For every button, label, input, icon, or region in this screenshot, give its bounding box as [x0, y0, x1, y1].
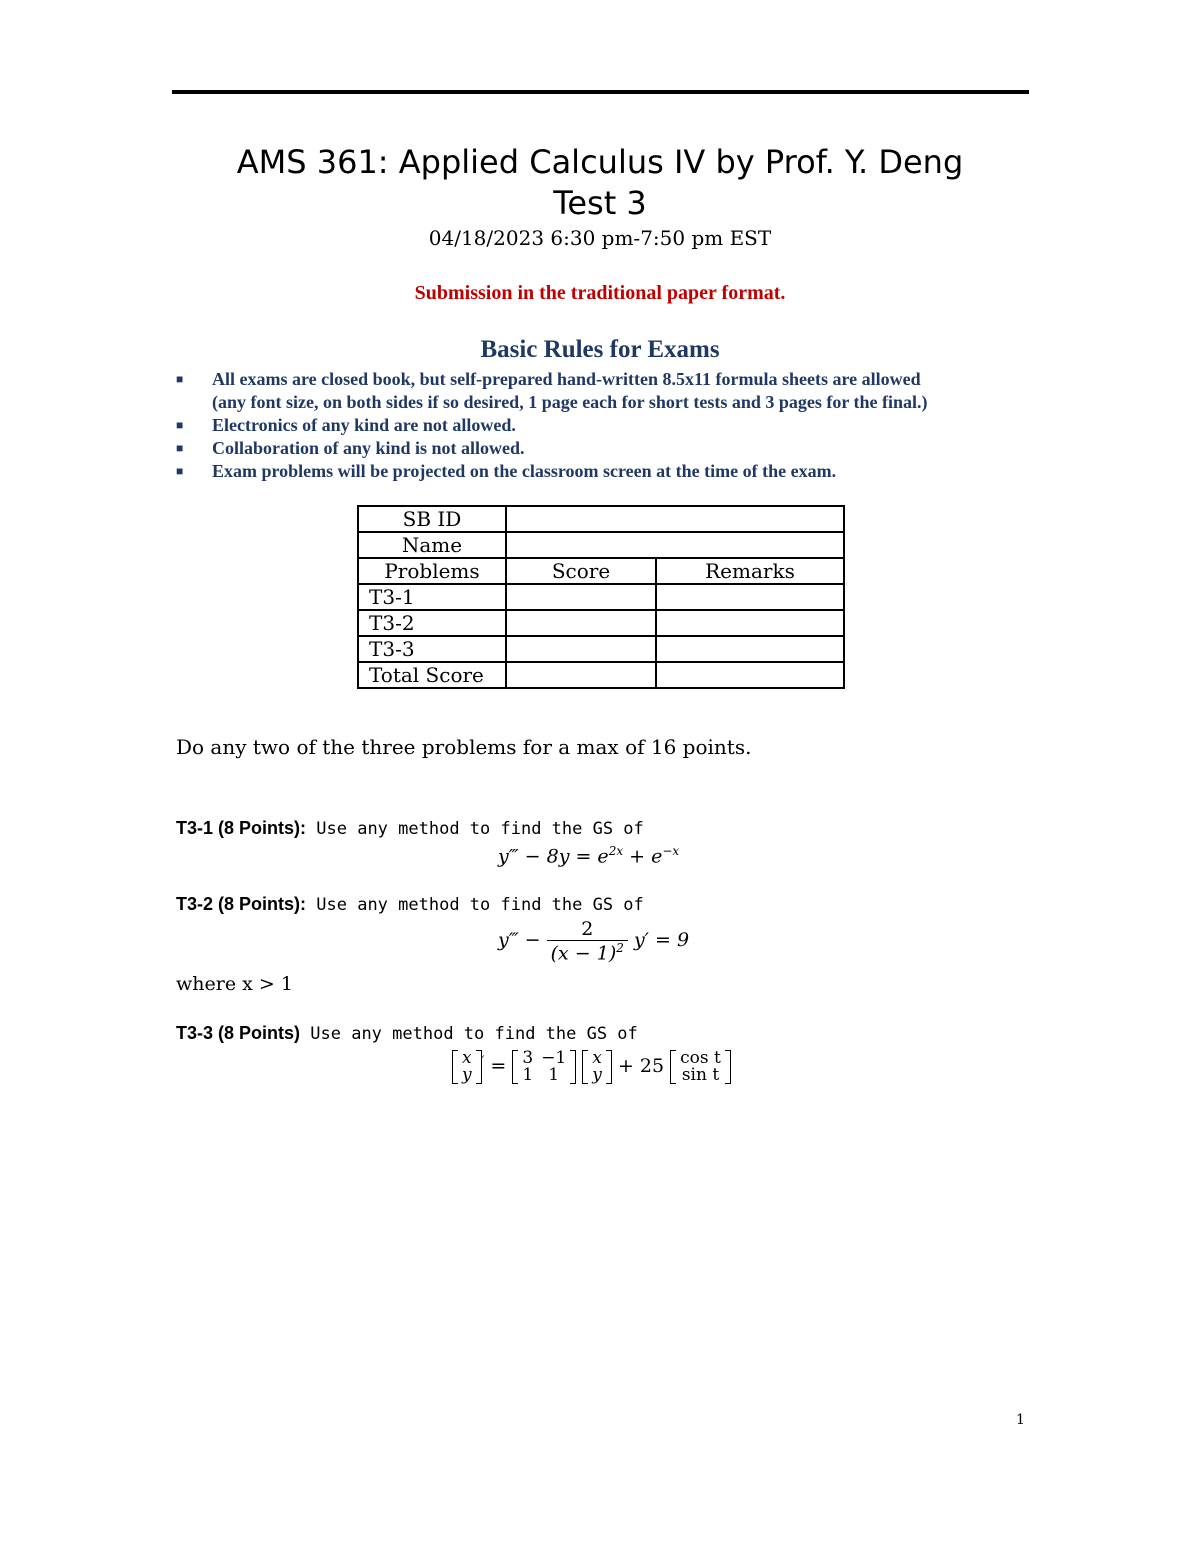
- column-header: Problems: [358, 558, 506, 584]
- score-table: [357, 505, 845, 689]
- exam-title: AMS 361: Applied Calculus IV by Prof. Y. Deng: [236, 143, 964, 181]
- fraction: $\frac{2}{(x - 1)^2}$: [547, 918, 628, 964]
- sbid-field[interactable]: [506, 506, 844, 532]
- vector-xy: x y: [452, 1050, 482, 1084]
- problem-2-heading: [176, 894, 644, 915]
- problem-3-equation: x y ′ = 3 −1 1 1 x y + 25 cos t sin t: [452, 1050, 731, 1084]
- rules-list: [176, 368, 1036, 483]
- problem-label: T3-3 (8 Points): [176, 1023, 301, 1043]
- rule-item: ■ All exams are closed book, but self-prepared hand-written 8.5x11 formula sheets are allowed (any font size, on both sides if so desired, 1 page each for short tests and 3 pages for the final.): [176, 369, 928, 412]
- problem-label: T3-1: [358, 584, 506, 610]
- instructions: Do any two of the three problems for a max of 16 points.: [176, 735, 752, 759]
- problem-label: T3-2 (8 Points):: [176, 894, 307, 914]
- rule-item: ■ Electronics of any kind are not allowed.: [176, 415, 516, 435]
- score-cell[interactable]: [506, 610, 656, 636]
- score-cell[interactable]: [506, 636, 656, 662]
- problem-text: Use any method to find the GS of: [316, 819, 644, 839]
- remarks-cell[interactable]: [656, 610, 844, 636]
- problem-text: Use any method to find the GS of: [310, 1024, 638, 1044]
- table-row: [358, 532, 844, 558]
- problem-label: T3-3: [358, 636, 506, 662]
- rules-heading: Basic Rules for Exams: [480, 336, 720, 363]
- problem-label: T3-1 (8 Points):: [176, 818, 307, 838]
- square-bullet-icon: ■: [176, 464, 184, 478]
- column-header: Remarks: [656, 558, 844, 584]
- page-number: 1: [1016, 1412, 1025, 1428]
- top-rule: [172, 90, 1029, 94]
- sbid-label: SB ID: [358, 506, 506, 532]
- problem-2-equation: y‴ − $\frac{2}{(x - 1)^2}$ y′ = 9: [498, 918, 690, 965]
- table-row: [358, 584, 844, 610]
- remarks-cell[interactable]: [656, 662, 844, 688]
- remarks-cell[interactable]: [656, 584, 844, 610]
- table-row: [358, 610, 844, 636]
- rule-item: ■ Exam problems will be projected on the classroom screen at the time of the exam.: [176, 461, 837, 481]
- vector-xy: x y: [582, 1050, 612, 1084]
- rule-item: ■ Collaboration of any kind is not allowed.: [176, 438, 525, 458]
- remarks-cell[interactable]: [656, 636, 844, 662]
- problem-text: Use any method to find the GS of: [316, 895, 644, 915]
- total-score-label: Total Score: [358, 662, 506, 688]
- problem-label: T3-2: [358, 610, 506, 636]
- square-bullet-icon: ■: [176, 441, 184, 455]
- name-field[interactable]: [506, 532, 844, 558]
- problem-1-equation: y‴ − $8y = e^{2x} + e^{-x}$: [498, 844, 680, 868]
- square-bullet-icon: ■: [176, 418, 184, 432]
- submission-note: Submission in the traditional paper format.: [414, 282, 786, 304]
- name-label: Name: [358, 532, 506, 558]
- score-cell[interactable]: [506, 584, 656, 610]
- table-header-row: [358, 558, 844, 584]
- test-name: Test 3: [553, 184, 647, 222]
- square-bullet-icon: ■: [176, 372, 184, 386]
- table-row: [358, 662, 844, 688]
- score-cell[interactable]: [506, 662, 656, 688]
- column-header: Score: [506, 558, 656, 584]
- table-row: [358, 636, 844, 662]
- condition: where x > 1: [176, 973, 293, 995]
- table-row: [358, 506, 844, 532]
- problem-1-heading: [176, 818, 644, 839]
- forcing-vector: cos t sin t: [670, 1050, 731, 1084]
- coefficient-matrix: 3 −1 1 1: [512, 1050, 576, 1084]
- problem-3-heading: [176, 1023, 638, 1044]
- exam-datetime: 04/18/2023 6:30 pm-7:50 pm EST: [428, 226, 772, 250]
